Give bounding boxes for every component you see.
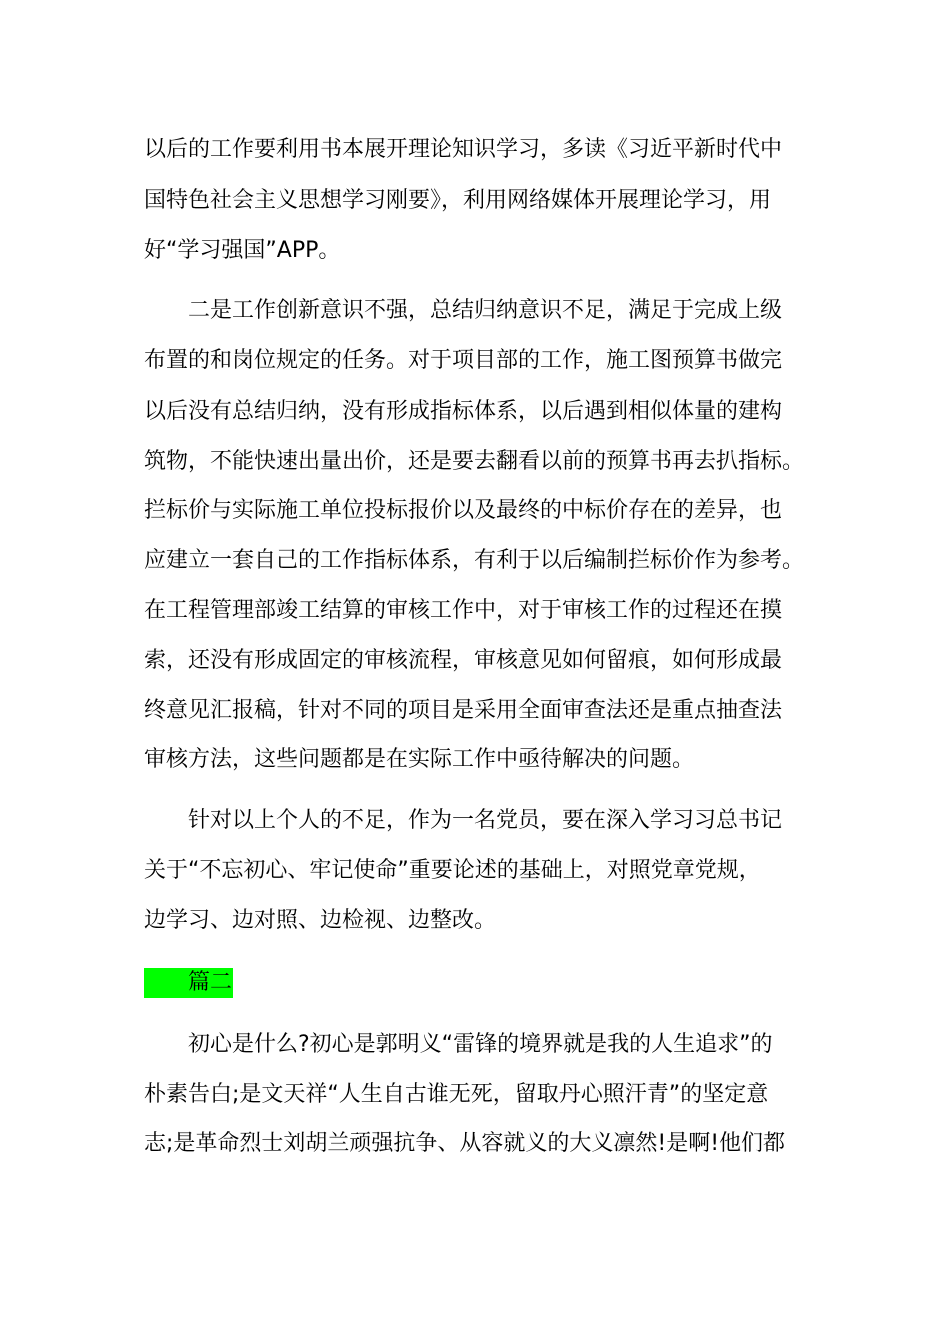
paragraph2-line-5: 拦标价与实际施工单位投标报价以及最终的中标价存在的差异，也 <box>144 498 783 523</box>
section-heading: 篇二 <box>188 970 233 995</box>
paragraph2-line-10: 审核方法，这些问题都是在实际工作中亟待解决的问题。 <box>144 747 695 772</box>
paragraph2-line-6: 应建立一套自己的工作指标体系，有利于以后编制拦标价作为参考。 <box>144 548 805 573</box>
paragraph3-line-3: 边学习、边对照、边检视、边整改。 <box>144 908 497 933</box>
paragraph2-line-7: 在工程管理部竣工结算的审核工作中，对于审核工作的过程还在摸 <box>144 598 783 623</box>
paragraph2-line-4: 筑物，不能快速出量出价，还是要去翻看以前的预算书再去扒指标。 <box>144 449 805 474</box>
paragraph4-line-3: 志;是革命烈士刘胡兰顽强抗争、从容就义的大义凛然!是啊!他们都 <box>144 1131 786 1156</box>
paragraph2-line-3: 以后没有总结归纳，没有形成指标体系，以后遇到相似体量的建构 <box>144 399 783 424</box>
paragraph1-line-3: 好“学习强国”APP。 <box>144 238 341 263</box>
paragraph2-line-9: 终意见汇报稿，针对不同的项目是采用全面审查法还是重点抽查法 <box>144 698 783 723</box>
paragraph2-line-2: 布置的和岗位规定的任务。对于项目部的工作，施工图预算书做完 <box>144 348 783 373</box>
paragraph3-line-1: 针对以上个人的不足，作为一名党员，要在深入学习习总书记 <box>188 808 783 833</box>
paragraph2-line-1: 二是工作创新意识不强，总结归纳意识不足，满足于完成上级 <box>188 298 783 323</box>
paragraph3-line-2: 关于“不忘初心、牢记使命”重要论述的基础上，对照党章党规， <box>144 858 761 883</box>
paragraph2-line-8: 索，还没有形成固定的审核流程，审核意见如何留痕，如何形成最 <box>144 648 783 673</box>
paragraph1-line-2: 国特色社会主义思想学习刚要》，利用网络媒体开展理论学习，用 <box>144 188 772 213</box>
paragraph4-line-1: 初心是什么?初心是郭明义“雷锋的境界就是我的人生追求”的 <box>188 1032 773 1057</box>
section-heading-highlight <box>144 968 233 998</box>
paragraph4-line-2: 朴素告白;是文天祥“人生自古谁无死，留取丹心照汗青”的坚定意 <box>144 1082 769 1107</box>
paragraph1-line-1: 以后的工作要利用书本展开理论知识学习，多读《习近平新时代中 <box>144 137 783 162</box>
